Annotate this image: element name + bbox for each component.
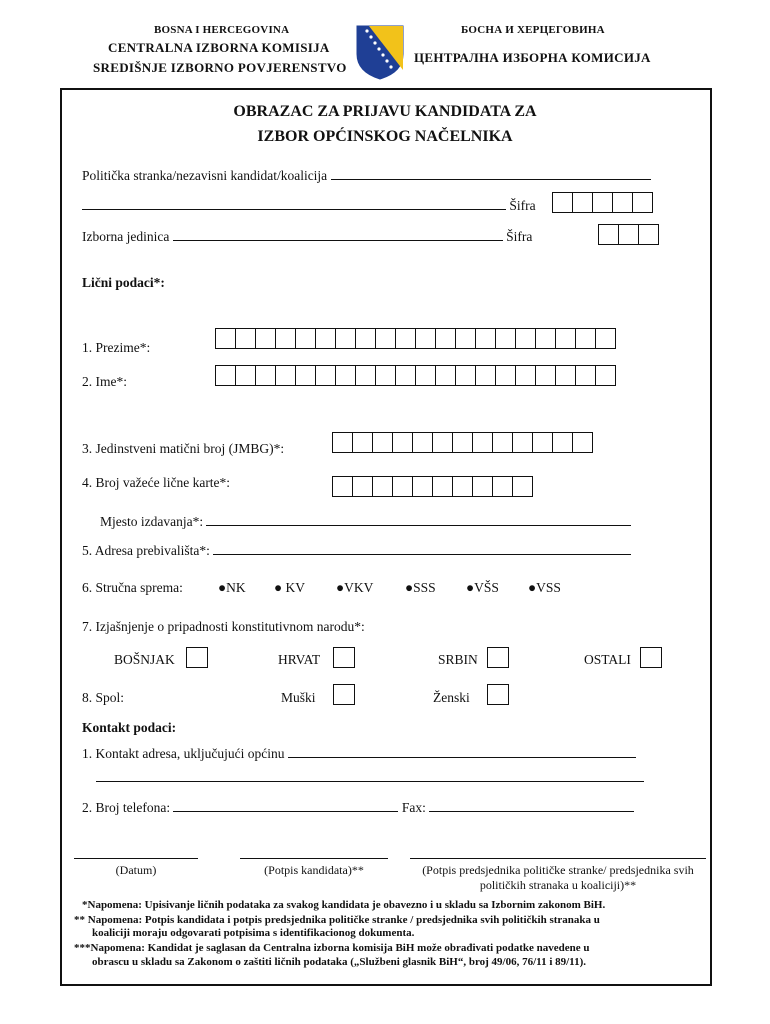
party-row-2: [82, 198, 536, 214]
contact-address-input-line-2[interactable]: [96, 771, 644, 782]
personal-data-heading: Lični podaci*:: [82, 275, 165, 290]
qualification-option-sss[interactable]: ●SSS: [405, 580, 436, 595]
id-card-boxes[interactable]: [333, 476, 533, 497]
ethnicity-ostali-checkbox[interactable]: [640, 647, 662, 668]
ethnicity-label: 7. Izjašnjenje o pripadnosti konstitutivnom narodu*:: [82, 619, 365, 634]
ethnicity-bosnjak-checkbox[interactable]: [186, 647, 208, 668]
header-cik-cyrillic: ЦЕНТРАЛНА ИЗБОРНА КОМИСИЈА: [414, 50, 651, 65]
party-code-boxes[interactable]: [553, 192, 653, 213]
party-row: [82, 168, 651, 184]
date-caption: (Datum): [115, 863, 157, 877]
gender-male-checkbox[interactable]: [333, 684, 355, 705]
fax-label: Fax:: [401, 800, 426, 815]
jmbg-label: 3. Jedinstveni matični broj (JMBG)*:: [82, 441, 285, 456]
form-frame: [60, 88, 712, 986]
contact-heading: Kontakt podaci:: [82, 720, 177, 735]
date-signature-line[interactable]: [74, 858, 198, 859]
ethnicity-bosnjak-label: BOŠNJAK: [114, 652, 175, 667]
president-signature-line[interactable]: [410, 858, 706, 859]
address-row: [82, 543, 631, 559]
ethnicity-srbin-checkbox[interactable]: [487, 647, 509, 668]
fax-input-line[interactable]: [429, 801, 634, 812]
ethnicity-hrvat-label: HRVAT: [278, 652, 321, 667]
bih-coat-of-arms-icon: [355, 24, 405, 80]
electoral-unit-code-boxes[interactable]: [599, 224, 659, 245]
gender-female-checkbox[interactable]: [487, 684, 509, 705]
gender-male-label: Muški: [281, 690, 316, 705]
note-2b: koaliciji moraju odgovarati potpisima s identifikacionog dokumenta.: [92, 927, 415, 939]
gender-female-label: Ženski: [433, 690, 470, 705]
electoral-unit-sifra-label: Šifra: [506, 229, 533, 244]
party-sifra-label: Šifra: [509, 198, 536, 213]
name-boxes[interactable]: [216, 365, 616, 386]
gender-label: 8. Spol:: [82, 690, 125, 705]
surname-boxes[interactable]: [216, 328, 616, 349]
candidate-signature-line[interactable]: [240, 858, 388, 859]
qualification-option-kv[interactable]: ● KV: [274, 580, 306, 595]
note-3a: ***Napomena: Kandidat je saglasan da Centralna izborna komisija BiH može obrađivati podatke navedene u: [74, 942, 590, 954]
contact-address-row-2: [96, 770, 644, 786]
president-signature-caption-2: političkih stranaka u koaliciji)**: [479, 878, 637, 892]
ethnicity-hrvat-checkbox[interactable]: [333, 647, 355, 668]
electoral-unit-row: [82, 229, 532, 245]
issue-place-input-line[interactable]: [206, 515, 631, 526]
header-povjerenstvo: SREDIŠNJE IZBORNO POVJERENSTVO: [93, 60, 347, 75]
ethnicity-ostali-label: OSTALI: [584, 652, 631, 667]
address-label: 5. Adresa prebivališta*:: [82, 543, 210, 558]
qualification-option-nk[interactable]: ●NK: [218, 580, 246, 595]
phone-row: [82, 800, 634, 816]
form-title-line2: IZBOR OPĆINSKOG NAČELNIKA: [257, 128, 513, 145]
name-label: 2. Ime*:: [82, 374, 127, 389]
electoral-unit-input-line[interactable]: [173, 230, 503, 241]
candidate-signature-caption: (Potpis kandidata)**: [264, 863, 364, 877]
form-title-line1: OBRAZAC ZA PRIJAVU KANDIDATA ZA: [233, 103, 537, 120]
contact-address-label: 1. Kontakt adresa, uključujući općinu: [82, 746, 285, 761]
ethnicity-srbin-label: SRBIN: [438, 652, 478, 667]
president-signature-caption-1: (Potpis predsjednika političke stranke/ predsjednika svih: [422, 863, 694, 877]
qualification-option-vss-higher[interactable]: ●VŠS: [466, 580, 499, 595]
qualification-option-vss[interactable]: ●VSS: [528, 580, 561, 595]
qualification-option-vkv[interactable]: ●VKV: [336, 580, 374, 595]
party-input-line[interactable]: [331, 169, 651, 180]
party-label: Politička stranka/nezavisni kandidat/koalicija: [82, 168, 328, 183]
party-input-line-2[interactable]: [82, 199, 506, 210]
issue-place-row: [100, 514, 631, 530]
qualification-label: 6. Stručna sprema:: [82, 580, 183, 595]
contact-address-row: [82, 746, 636, 762]
header-country-latin: BOSNA I HERCEGOVINA: [154, 24, 290, 36]
header-country-cyrillic: БОСНА И ХЕРЦЕГОВИНА: [461, 24, 605, 36]
phone-label: 2. Broj telefona:: [82, 800, 171, 815]
id-card-label: 4. Broj važeće lične karte*:: [82, 475, 231, 490]
issue-place-label: Mjesto izdavanja*:: [100, 514, 204, 529]
address-input-line[interactable]: [213, 544, 631, 555]
jmbg-boxes[interactable]: [333, 432, 593, 453]
surname-label: 1. Prezime*:: [82, 340, 151, 355]
electoral-unit-label: Izborna jedinica: [82, 229, 170, 244]
header-cik-latin: CENTRALNA IZBORNA KOMISIJA: [108, 40, 330, 55]
note-2a: ** Napomena: Potpis kandidata i potpis predsjednika političke stranke / predsjednika svih političkih stranaka u: [74, 914, 600, 926]
contact-address-input-line[interactable]: [288, 747, 636, 758]
phone-input-line[interactable]: [173, 801, 398, 812]
note-1: *Napomena: Upisivanje ličnih podataka za svakog kandidata je obavezno i u skladu sa Izbornim zakonom BiH.: [82, 899, 606, 911]
note-3b: obrascu u skladu sa Zakonom o zaštiti ličnih podataka („Službeni glasnik BiH“, broj 49/06, 76/11 i 89/11).: [92, 956, 586, 968]
